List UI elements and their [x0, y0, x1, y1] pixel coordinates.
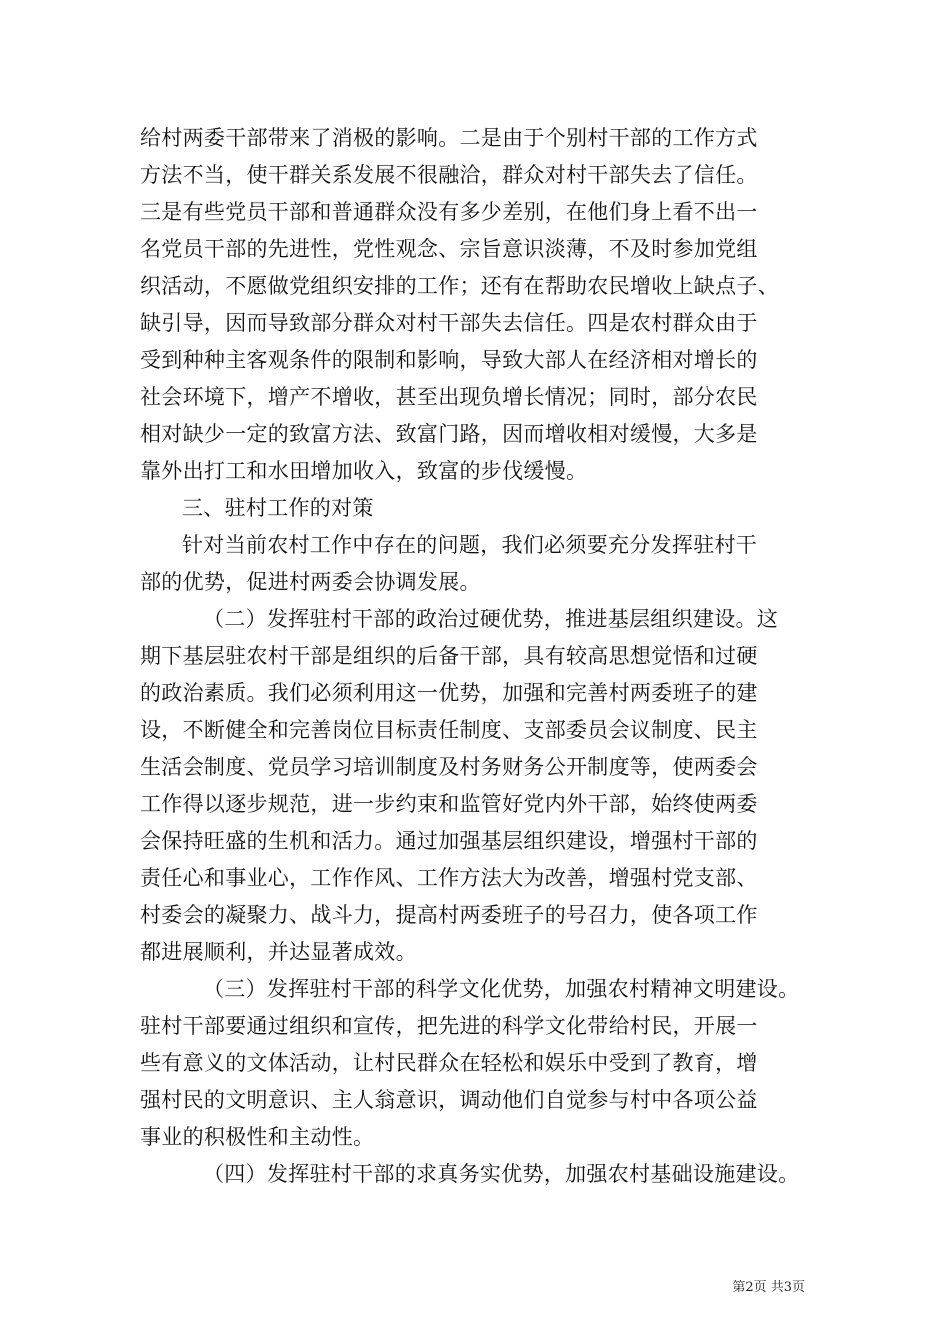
- text-line: 村委会的凝聚力、战斗力，提高村两委班子的号召力，使各项工作: [140, 903, 758, 927]
- text-line: 织活动，不愿做党组织安排的工作；还有在帮助农民增收上缺点子、: [140, 274, 779, 298]
- text-line: 受到种种主客观条件的限制和影响，导致大部人在经济相对增长的: [140, 348, 758, 372]
- text-line: 期下基层驻农村干部是组织的后备干部，具有较高思想觉悟和过硬: [140, 644, 758, 668]
- text-line: 会保持旺盛的生机和活力。通过加强基层组织建设，增强村干部的: [140, 829, 758, 853]
- text-line: 部的优势，促进村两委会协调发展。: [140, 570, 481, 594]
- text-line: 事业的积极性和主动性。: [140, 1125, 375, 1149]
- paragraph-1: [140, 120, 830, 490]
- section-heading: [140, 490, 830, 527]
- paragraph-intro: [140, 527, 830, 601]
- text-line: （二）发挥驻村干部的政治过硬优势，推进基层组织建设。这: [203, 607, 779, 631]
- paragraph-item-4: [140, 1156, 830, 1193]
- section-heading-text: 三、驻村工作的对策: [182, 496, 374, 520]
- text-line: 针对当前农村工作中存在的问题，我们必须要充分发挥驻村干: [182, 533, 758, 557]
- text-line: 缺引导，因而导致部分群众对村干部失去信任。四是农村群众由于: [140, 311, 758, 335]
- text-line: 责任心和事业心，工作作风、工作方法大为改善，增强村党支部、: [140, 866, 758, 890]
- paragraph-item-2: [140, 601, 830, 971]
- text-line: 三是有些党员干部和普通群众没有多少差别，在他们身上看不出一: [140, 200, 758, 224]
- text-line: 名党员干部的先进性，党性观念、宗旨意识淡薄，不及时参加党组: [140, 237, 758, 261]
- text-line: 相对缺少一定的致富方法、致富门路，因而增收相对缓慢，大多是: [140, 422, 758, 446]
- paragraph-item-3: [140, 971, 830, 1156]
- text-line: 驻村干部要通过组织和宣传，把先进的科学文化带给村民，开展一: [140, 1014, 758, 1038]
- text-line: （三）发挥驻村干部的科学文化优势，加强农村精神文明建设。: [203, 977, 800, 1001]
- text-line: （四）发挥驻村干部的求真务实优势，加强农村基础设施建设。: [203, 1162, 800, 1186]
- text-line: 工作得以逐步规范，进一步约束和监管好党内外干部，始终使两委: [140, 792, 758, 816]
- text-line: 的政治素质。我们必须利用这一优势，加强和完善村两委班子的建: [140, 681, 758, 705]
- document-body: [140, 120, 830, 1193]
- text-line: 给村两委干部带来了消极的影响。二是由于个别村干部的工作方式: [140, 126, 758, 150]
- text-line: 生活会制度、党员学习培训制度及村务财务公开制度等，使两委会: [140, 755, 758, 779]
- text-line: 些有意义的文体活动，让村民群众在轻松和娱乐中受到了教育，增: [140, 1051, 758, 1075]
- text-line: 都进展顺利，并达显著成效。: [140, 940, 417, 964]
- text-line: 方法不当，使干群关系发展不很融洽，群众对村干部失去了信任。: [140, 163, 758, 187]
- page-number: 第2页 共3页: [732, 1280, 805, 1295]
- text-line: 社会环境下，增产不增收，甚至出现负增长情况；同时，部分农民: [140, 385, 758, 409]
- text-line: 强村民的文明意识、主人翁意识，调动他们自觉参与村中各项公益: [140, 1088, 758, 1112]
- text-line: 靠外出打工和水田增加收入，致富的步伐缓慢。: [140, 459, 588, 483]
- text-line: 设，不断健全和完善岗位目标责任制度、支部委员会议制度、民主: [140, 718, 758, 742]
